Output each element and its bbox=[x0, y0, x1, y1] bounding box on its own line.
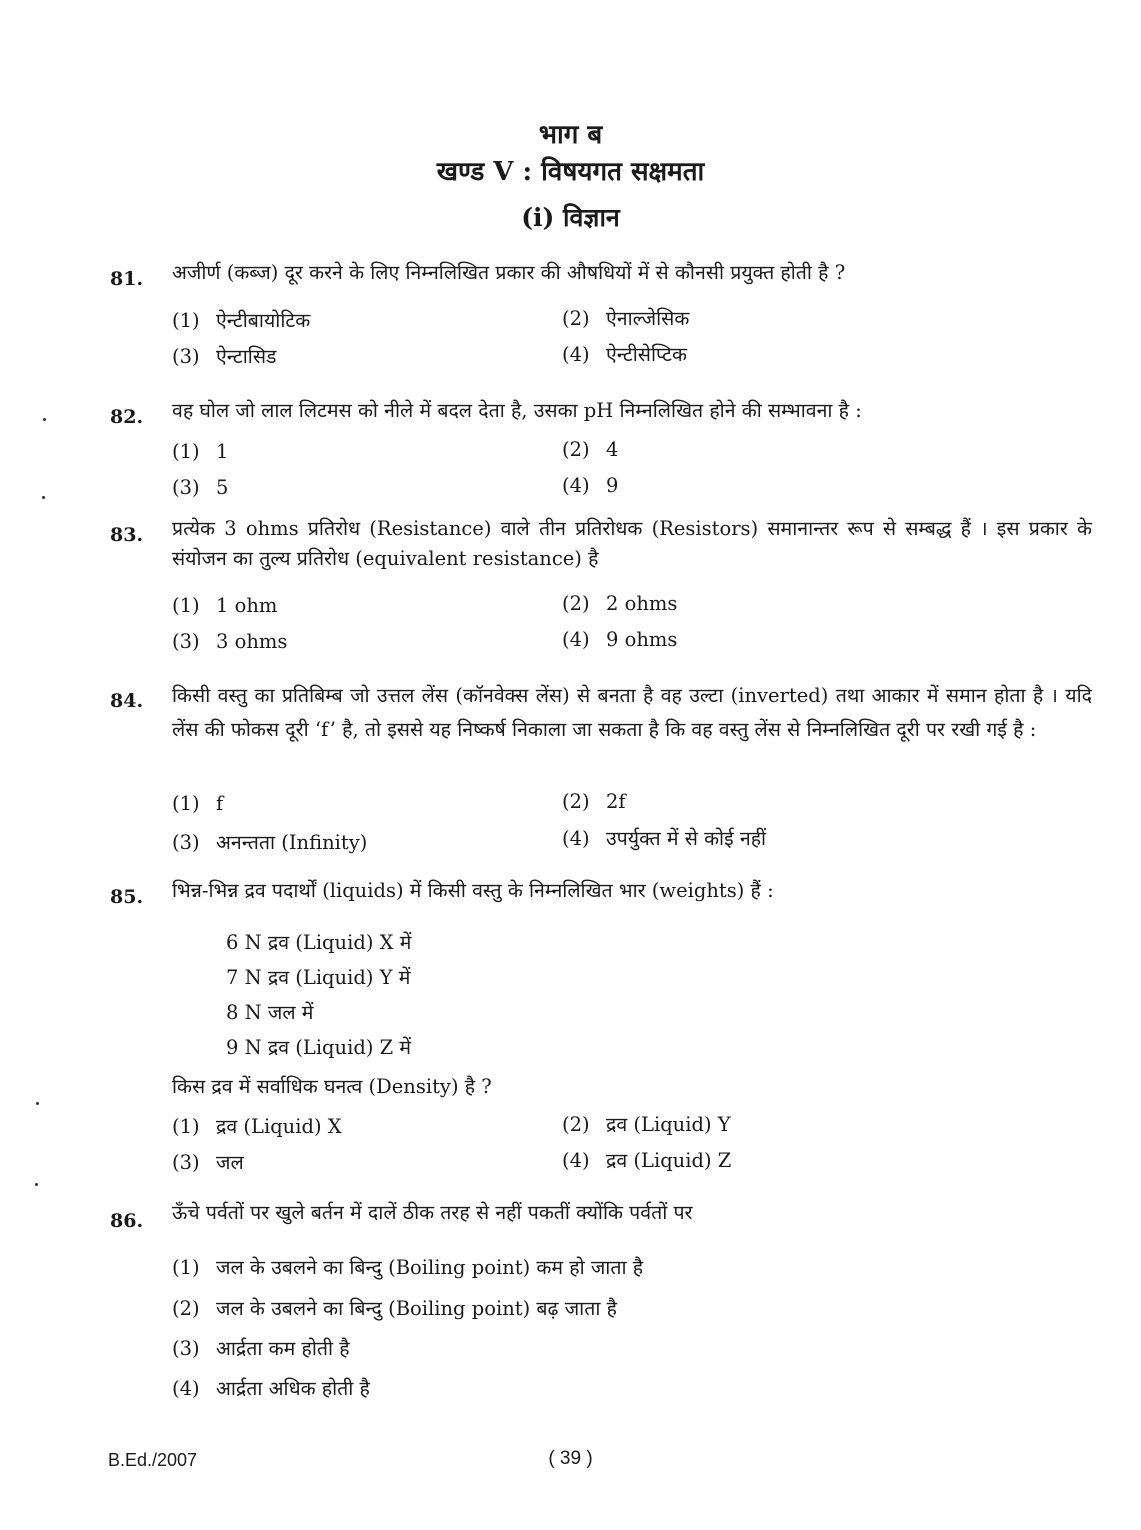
option-number: (3) bbox=[172, 345, 200, 368]
option bbox=[562, 1110, 731, 1137]
option-number: (2) bbox=[562, 1113, 590, 1136]
option-text: ऐन्टीबायोटिक bbox=[216, 309, 311, 332]
option bbox=[172, 476, 228, 499]
option-number: (2) bbox=[562, 790, 590, 813]
option-number: (2) bbox=[562, 592, 590, 615]
option-text: ऐन्टासिड bbox=[216, 345, 277, 368]
option bbox=[172, 306, 310, 333]
weight-item: 6 N द्रव (Liquid) X में bbox=[226, 931, 412, 954]
option bbox=[172, 1148, 244, 1175]
option-text: आर्द्रता कम होती है bbox=[216, 1337, 350, 1360]
option-text: ऐन्टीसेप्टिक bbox=[606, 343, 687, 366]
option-number: (4) bbox=[172, 1377, 200, 1400]
question-subtext: किस द्रव में सर्वाधिक घनत्व (Density) है ? bbox=[172, 1075, 492, 1098]
part-heading: भाग ब bbox=[538, 120, 603, 150]
option-number: (3) bbox=[172, 1151, 200, 1174]
option bbox=[172, 828, 367, 855]
option-number: (3) bbox=[172, 630, 200, 653]
subject-heading: (i) विज्ञान bbox=[521, 203, 620, 232]
option bbox=[562, 1146, 731, 1173]
option-text: 5 bbox=[216, 476, 229, 499]
option bbox=[172, 792, 223, 815]
question-number: 81. bbox=[110, 268, 144, 290]
question-text: भिन्न-भिन्न द्रव पदार्थों (liquids) में किसी वस्तु के निम्नलिखित भार (weights) हैं : bbox=[172, 879, 774, 902]
option-number: (3) bbox=[172, 476, 200, 499]
option-number: (1) bbox=[172, 440, 200, 463]
option-number: (4) bbox=[562, 343, 590, 366]
question-number: 85. bbox=[110, 886, 144, 908]
question-number: 84. bbox=[110, 690, 144, 712]
option-text: 1 bbox=[216, 440, 229, 463]
option-text: उपर्युक्त में से कोई नहीं bbox=[606, 827, 767, 850]
option bbox=[172, 594, 277, 617]
option-number: (4) bbox=[562, 1149, 590, 1172]
page-number: ( 39 ) bbox=[548, 1448, 593, 1469]
paper-code: B.Ed./2007 bbox=[108, 1450, 198, 1470]
scan-speck bbox=[35, 1183, 38, 1186]
option bbox=[172, 342, 276, 369]
option-number: (2) bbox=[562, 438, 590, 461]
option-text: 4 bbox=[606, 438, 619, 461]
question-text: किसी वस्तु का प्रतिबिम्ब जो उत्तल लेंस (कॉनवेक्स लेंस) से बनता है वह उल्टा (inverted) तथा आकार में समान होता है । यदि लेंस की फोकस दूरी ‘f’ है, तो इससे यह निष्कर्ष निकाला जा सकता है कि वह वस्तु लेंस से निम्नलिखित दूरी पर रखी गई है : bbox=[172, 684, 1092, 741]
option bbox=[562, 438, 618, 461]
option-text: द्रव (Liquid) X bbox=[216, 1115, 342, 1138]
question-number: 83. bbox=[110, 524, 144, 546]
option bbox=[172, 440, 228, 463]
option-text: 1 ohm bbox=[216, 594, 278, 617]
option-number: (2) bbox=[172, 1297, 200, 1320]
option bbox=[562, 474, 618, 497]
option-text: अनन्तता (Infinity) bbox=[216, 831, 368, 854]
option bbox=[172, 1253, 643, 1280]
option-number: (1) bbox=[172, 792, 200, 815]
option bbox=[562, 592, 677, 615]
option-number: (4) bbox=[562, 474, 590, 497]
option-text: आर्द्रता अधिक होती है bbox=[216, 1377, 370, 1400]
weight-item: 8 N जल में bbox=[226, 1001, 314, 1024]
question-number: 82. bbox=[110, 406, 144, 428]
option bbox=[172, 1374, 370, 1401]
option-text: द्रव (Liquid) Y bbox=[606, 1113, 731, 1136]
scan-speck bbox=[43, 418, 46, 421]
option bbox=[172, 1294, 617, 1321]
option-text: f bbox=[216, 792, 224, 815]
option bbox=[562, 628, 677, 651]
weight-item: 7 N द्रव (Liquid) Y में bbox=[226, 966, 411, 989]
option-number: (1) bbox=[172, 1115, 200, 1138]
option bbox=[172, 1334, 350, 1361]
section-heading: खण्ड V : विषयगत सक्षमता bbox=[436, 157, 705, 187]
option-number: (3) bbox=[172, 1337, 200, 1360]
question-text: अजीर्ण (कब्ज) दूर करने के लिए निम्नलिखित प्रकार की औषधियों में से कौनसी प्रयुक्त होती है ? bbox=[172, 261, 846, 284]
option-number: (1) bbox=[172, 309, 200, 332]
option bbox=[562, 340, 687, 367]
option-text: ऐनाल्जेसिक bbox=[606, 307, 690, 330]
option-text: 9 bbox=[606, 474, 619, 497]
option-text: जल bbox=[216, 1151, 244, 1174]
option-text: 2 ohms bbox=[606, 592, 678, 615]
option bbox=[172, 630, 287, 653]
option-text: 2f bbox=[606, 790, 626, 813]
option-number: (4) bbox=[562, 827, 590, 850]
scan-speck bbox=[36, 1102, 39, 1105]
option-number: (3) bbox=[172, 831, 200, 854]
option bbox=[562, 304, 689, 331]
option-number: (2) bbox=[562, 307, 590, 330]
question-text: ऊँचे पर्वतों पर खुले बर्तन में दालें ठीक तरह से नहीं पकतीं क्योंकि पर्वतों पर bbox=[172, 1201, 693, 1224]
weight-item: 9 N द्रव (Liquid) Z में bbox=[226, 1036, 412, 1059]
option-text: जल के उबलने का बिन्दु (Boiling point) कम हो जाता है bbox=[216, 1256, 644, 1279]
option-text: द्रव (Liquid) Z bbox=[606, 1149, 732, 1172]
option bbox=[562, 790, 626, 813]
option-number: (1) bbox=[172, 594, 200, 617]
option-number: (1) bbox=[172, 1256, 200, 1279]
question-text: प्रत्येक 3 ohms प्रतिरोध (Resistance) वाले तीन प्रतिरोधक (Resistors) समानान्तर रूप से सम्बद्ध हैं । इस प्रकार के संयोजन का तुल्य प्रतिरोध (equivalent resistance) है bbox=[172, 517, 1092, 570]
option bbox=[562, 824, 766, 851]
option-number: (4) bbox=[562, 628, 590, 651]
option-text: 3 ohms bbox=[216, 630, 288, 653]
question-text: वह घोल जो लाल लिटमस को नीले में बदल देता है, उसका pH निम्नलिखित होने की सम्भावना है : bbox=[172, 399, 862, 422]
option bbox=[172, 1112, 342, 1139]
option-text: 9 ohms bbox=[606, 628, 678, 651]
scan-speck bbox=[42, 496, 45, 499]
option-text: जल के उबलने का बिन्दु (Boiling point) बढ़ जाता है bbox=[216, 1297, 617, 1320]
question-number: 86. bbox=[110, 1210, 144, 1232]
